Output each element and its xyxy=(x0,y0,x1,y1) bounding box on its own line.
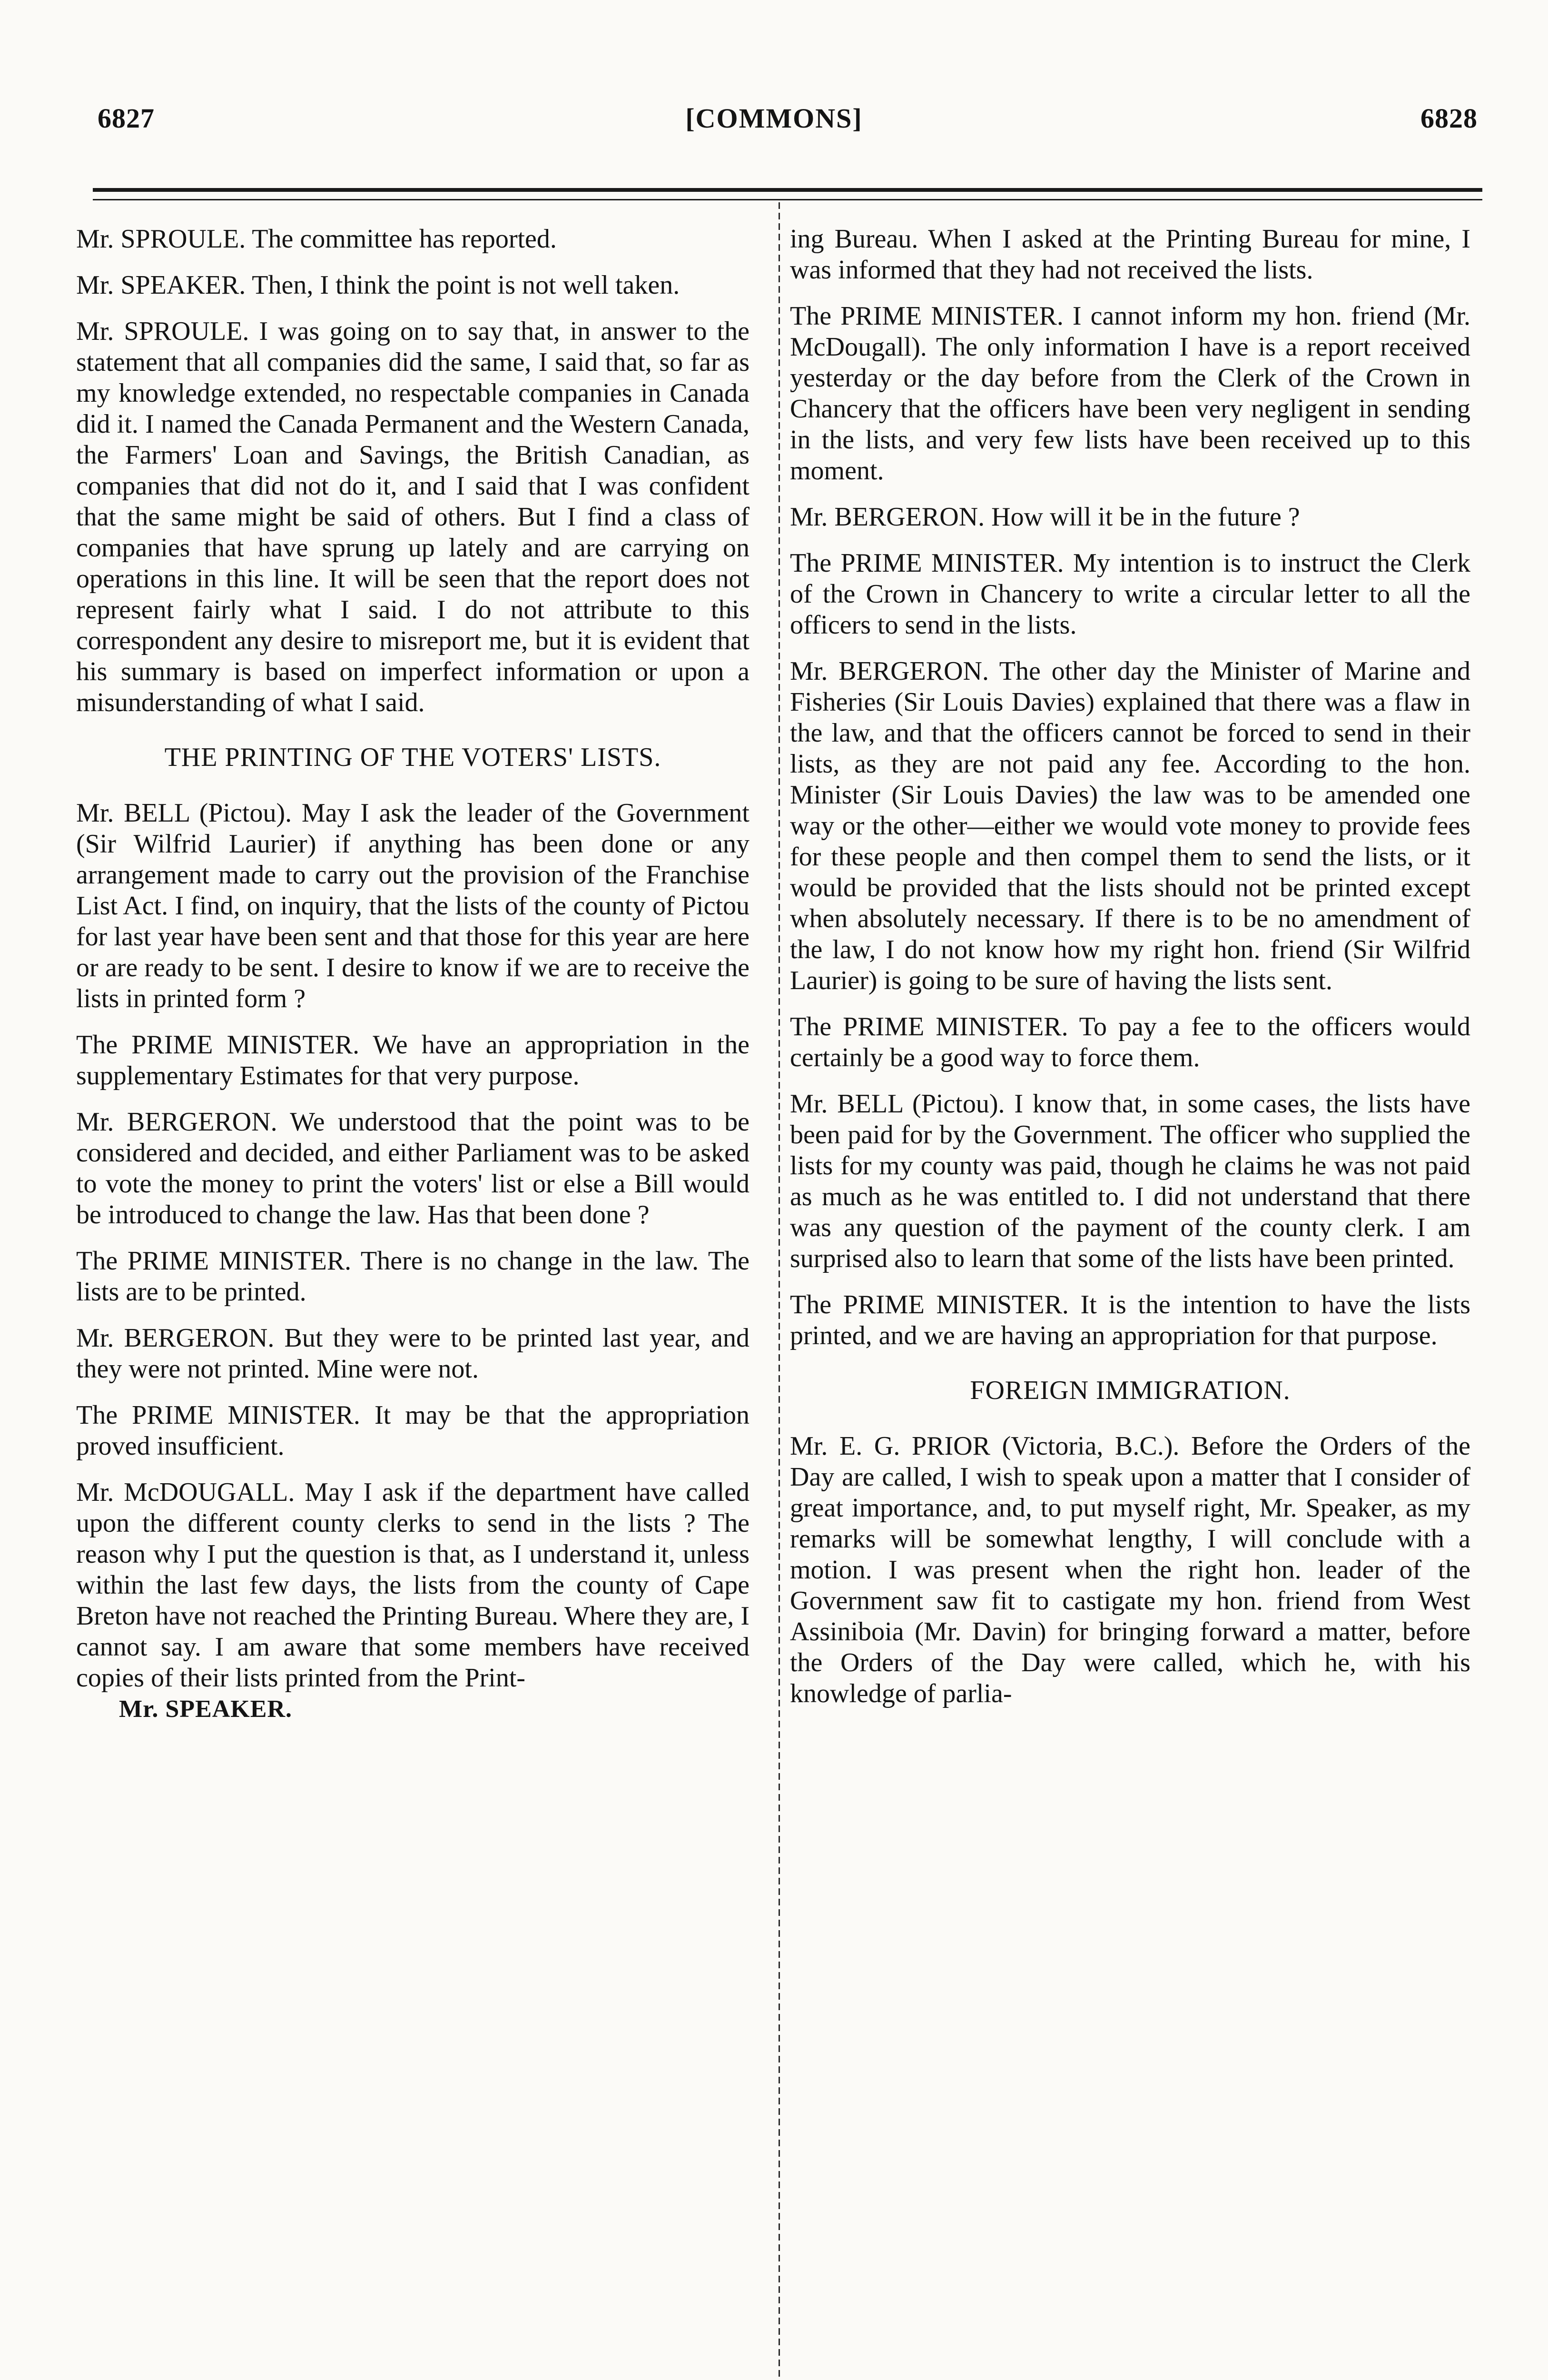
left-column xyxy=(76,224,749,1725)
footer-catchword: Mr. SPEAKER. xyxy=(119,1696,292,1723)
paragraph: The PRIME MINISTER. There is no change in the law. The lists are to be printed. xyxy=(76,1246,749,1307)
paragraph: The PRIME MINISTER. We have an appropriation in the supplementary Estimates for that very purpose. xyxy=(76,1030,749,1091)
paragraph: The PRIME MINISTER. It may be that the appropriation proved insufficient. xyxy=(76,1400,749,1461)
paragraph: Mr. SPEAKER. Then, I think the point is not well taken. xyxy=(76,270,680,300)
paragraph: Mr. BERGERON. How will it be in the future ? xyxy=(790,502,1300,532)
paragraph: The PRIME MINISTER. To pay a fee to the officers would certainly be a good way to force them. xyxy=(790,1012,1470,1072)
page-number-right: 6828 xyxy=(1420,103,1478,134)
paragraph: Mr. BERGERON. We understood that the point was to be considered and decided, and either Parliament was to be asked to vote the money to print the voters' list or else a Bill would be introduced to change the law. Has that been done ? xyxy=(76,1107,749,1230)
paragraph: Mr. SPROULE. The committee has reported. xyxy=(76,224,557,254)
section-heading: FOREIGN IMMIGRATION. xyxy=(970,1376,1291,1405)
paragraph: ing Bureau. When I asked at the Printing Bureau for mine, I was informed that they had not received the lists. xyxy=(790,224,1470,285)
paragraph: Mr. McDOUGALL. May I ask if the department have called upon the different county clerks to send in the lists ? The reason why I put the question is that, as I understand it, unless within the last few days, the lists from the county of Cape Breton have not reached the Printing Bureau. Where they are, I cannot say. I am aware that some members have received copies of their lists printed from the Print- xyxy=(76,1478,749,1693)
right-column xyxy=(790,224,1470,1709)
page-number-left: 6827 xyxy=(98,103,155,134)
paragraph: Mr. BELL (Pictou). I know that, in some cases, the lists have been paid for by the Government. The officer who supplied the lists for my county was paid, though he claims he was not paid as much as he was entitled to. I did not understand that there was any question of the payment of the county clerk. I am surprised also to learn that some of the lists have been printed. xyxy=(790,1089,1470,1273)
paragraph: Mr. BERGERON. The other day the Minister of Marine and Fisheries (Sir Louis Davies) explained that there was a flaw in the law, and that the officers cannot be forced to send in their lists, as they are not paid any fee. According to the hon. Minister (Sir Louis Davies) the law was to be amended one way or the other—either we would vote money to provide fees for these people and then compel them to send the lists, or it would be provided that the lists should not be printed except when absolutely necessary. If there is to be no amendment of the law, I do not know how my right hon. friend (Sir Wilfrid Laurier) is going to be sure of having the lists sent. xyxy=(790,656,1470,995)
paragraph: Mr. BERGERON. But they were to be printed last year, and they were not printed. Mine were not. xyxy=(76,1323,749,1384)
paragraph: The PRIME MINISTER. My intention is to instruct the Clerk of the Crown in Chancery to write a circular letter to all the officers to send in the lists. xyxy=(790,548,1470,640)
paragraph: Mr. SPROULE. I was going on to say that, in answer to the statement that all companies did the same, I said that, so far as my knowledge extended, no respectable companies in Canada did it. I named the Canada Permanent and the Western Canada, the Farmers' Loan and Savings, the British Canadian, as companies that did not do it, and I said that I was confident that the same might be said of others. But I find a class of companies that have sprung up lately and are carrying on operations in this line. It will be seen that the report does not represent fairly what I said. I do not attribute to this correspondent any desire to misreport me, but it is evident that his summary is based on imperfect information or upon a misunderstanding of what I said. xyxy=(76,317,749,717)
header-rule-thick xyxy=(93,188,1482,192)
running-title: [COMMONS] xyxy=(685,103,863,134)
section-heading: THE PRINTING OF THE VOTERS' LISTS. xyxy=(164,743,661,772)
paragraph: Mr. E. G. PRIOR (Victoria, B.C.). Before the Orders of the Day are called, I wish to speak upon a matter that I consider of great importance, and, to put myself right, Mr. Speaker, as my remarks will be somewhat lengthy, I will conclude with a motion. I was present when the right hon. leader of the Government saw fit to castigate my hon. friend from West Assiniboia (Mr. Davin) for bringing forward a matter, before the Orders of the Day were called, which he, with his knowledge of parlia- xyxy=(790,1431,1470,1708)
paragraph: The PRIME MINISTER. I cannot inform my hon. friend (Mr. McDougall). The only information I have is a report received yesterday or the day before from the Clerk of the Crown in Chancery that the officers have been very negligent in sending in the lists, and very few lists have been received up to this moment. xyxy=(790,301,1470,486)
header-rule-thin xyxy=(93,199,1482,200)
column-divider xyxy=(779,202,780,2380)
paragraph: The PRIME MINISTER. It is the intention to have the lists printed, and we are having an appropriation for that purpose. xyxy=(790,1290,1470,1350)
paragraph: Mr. BELL (Pictou). May I ask the leader of the Government (Sir Wilfrid Laurier) if anything has been done or any arrangement made to carry out the provision of the Franchise List Act. I find, on inquiry, that the lists of the county of Pictou for last year have been sent and that those for this year are here or are ready to be sent. I desire to know if we are to receive the lists in printed form ? xyxy=(76,798,749,1013)
